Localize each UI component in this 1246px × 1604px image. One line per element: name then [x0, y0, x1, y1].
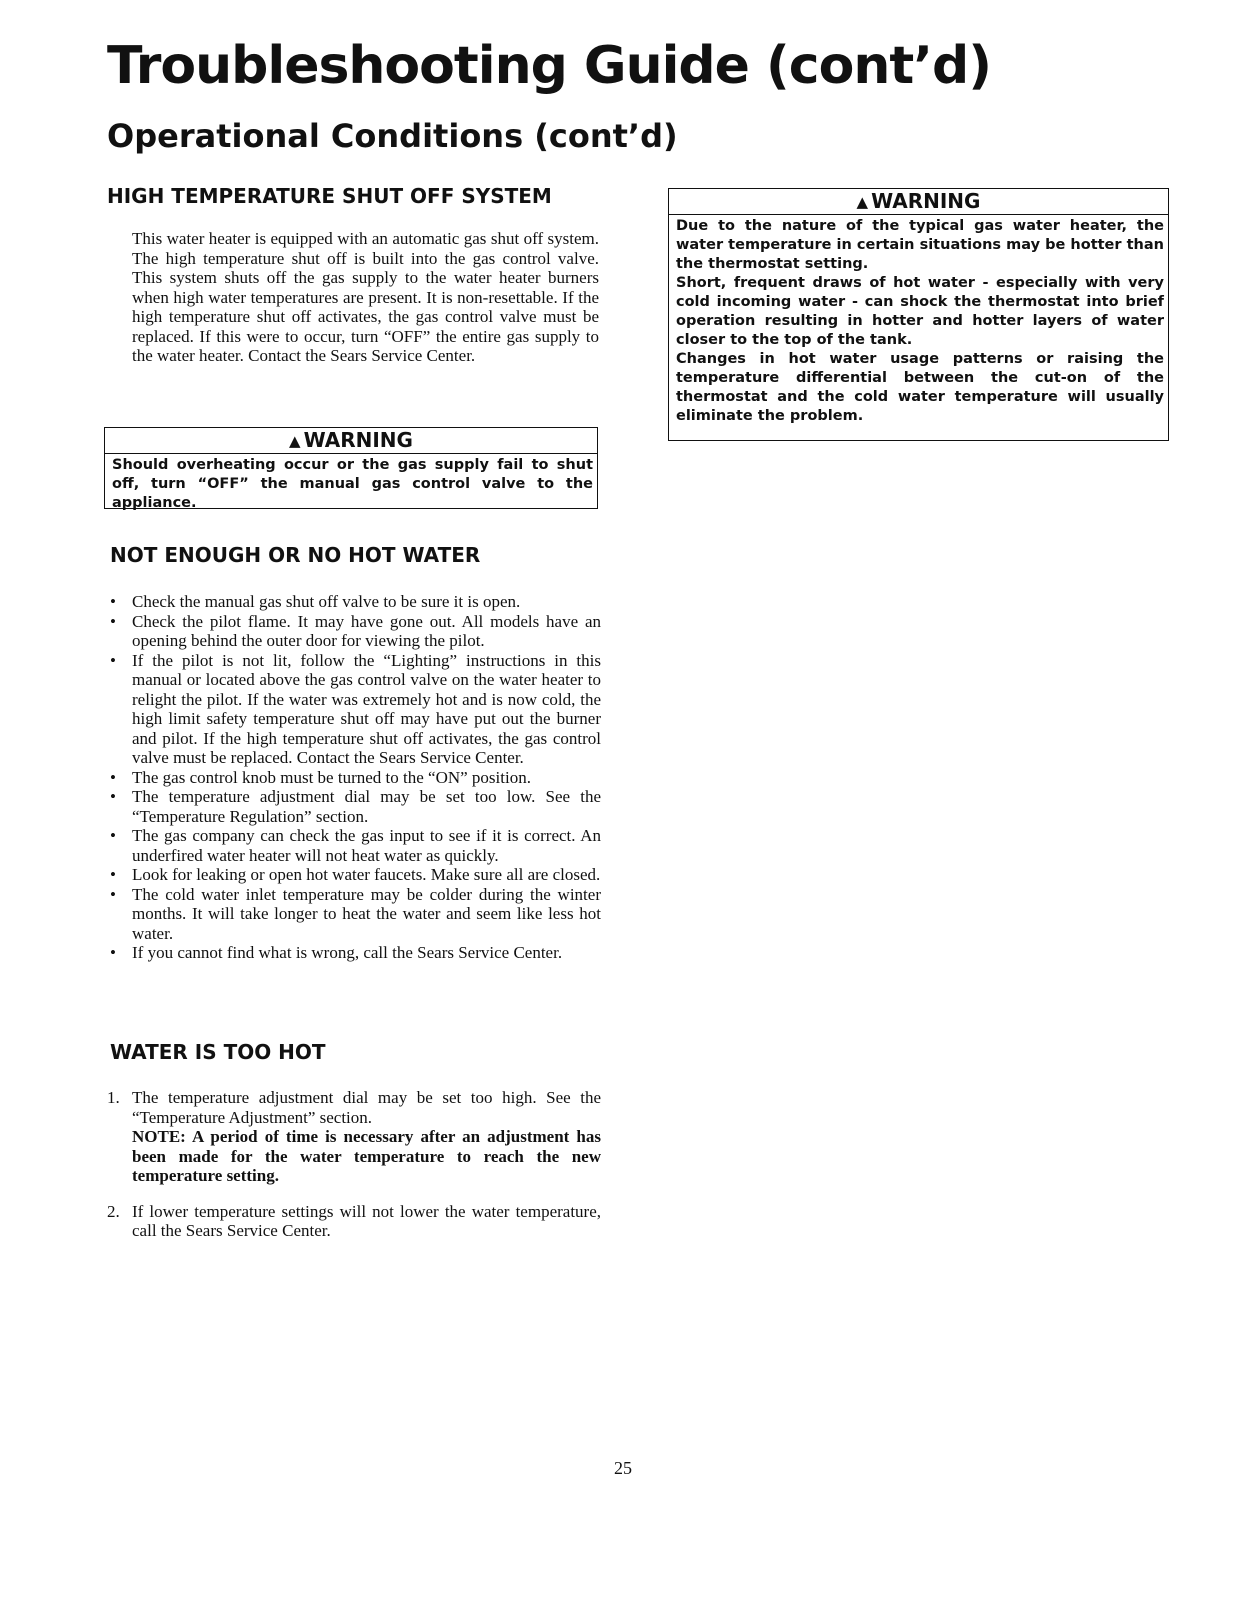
- bullet-icon: •: [110, 884, 116, 904]
- list-item: • Check the manual gas shut off valve to be sure it is open.: [110, 592, 521, 611]
- bullet-icon: •: [110, 943, 116, 962]
- high-temp-heading: HIGH TEMPERATURE SHUT OFF SYSTEM: [107, 184, 552, 208]
- bullet-icon: •: [110, 592, 116, 611]
- item-text: The temperature adjustment dial may be set too high. See the “Temperature Adjustment” section.: [132, 1088, 601, 1127]
- item-number: 1.: [107, 1088, 120, 1107]
- warning-title-left: WARNING: [303, 428, 413, 452]
- warning-title-right: WARNING: [871, 189, 981, 213]
- warning-triangle-icon: ▲: [289, 432, 301, 450]
- note-text: NOTE: A period of time is necessary after an adjustment has been made for the water temperature to reach the new temperature setting.: [132, 1127, 601, 1185]
- bullet-icon: •: [110, 611, 116, 631]
- list-item: • If the pilot is not lit, follow the “Lighting” instructions in this manual or located above the gas control valve on the water heater to relight the pilot. If the water was extremely hot and is now cold, the high limit safety temperature shut off may have put out the burner and pilot. If the high temperature shut off activates, the gas control valve must be replaced. Contact the Sears Service Center.: [110, 650, 601, 767]
- page-number: 25: [614, 1458, 632, 1478]
- warning-header-right: [669, 189, 1168, 215]
- page-title: Troubleshooting Guide (cont’d): [107, 36, 991, 96]
- too-hot-list: [107, 1088, 601, 1241]
- list-item: • If you cannot find what is wrong, call the Sears Service Center.: [110, 943, 563, 962]
- bullet-icon: •: [110, 787, 116, 806]
- list-item: • The cold water inlet temperature may be colder during the winter months. It will take longer to heat the water and seem like less hot water.: [110, 884, 601, 943]
- list-item: • The temperature adjustment dial may be set too low. See the “Temperature Regulation” section.: [110, 787, 601, 826]
- item-number: 2.: [107, 1201, 120, 1221]
- list-item: • The gas company can check the gas input to see if it is correct. An underfired water heater will not heat water as quickly.: [110, 826, 601, 865]
- warning-paragraph: Changes in hot water usage patterns or raising the temperature differential between the cut-on of the thermostat and the cold water temperature will usually eliminate the problem.: [676, 351, 1164, 424]
- item-text: If lower temperature settings will not lower the water temperature, call the Sears Service Center.: [132, 1201, 601, 1240]
- too-hot-heading: WATER IS TOO HOT: [110, 1040, 326, 1064]
- bullet-icon: •: [110, 767, 116, 787]
- warning-header-left: [105, 428, 597, 454]
- not-enough-list: [107, 592, 601, 963]
- warning-triangle-icon: ▲: [856, 193, 869, 211]
- warning-paragraph: Short, frequent draws of hot water - especially with very cold incoming water - can shock the thermostat into brief operation resulting in hotter and hotter layers of water closer to the top of the tank.: [676, 275, 1164, 348]
- page-subtitle: Operational Conditions (cont’d): [107, 117, 678, 155]
- not-enough-heading: NOT ENOUGH OR NO HOT WATER: [110, 543, 481, 567]
- warning-box-right: [668, 188, 1169, 441]
- high-temp-paragraph: This water heater is equipped with an automatic gas shut off system. The high temperature shut off is built into the gas control valve. This system shuts off the gas supply to the water heater burners when high water temperatures are present. It is non-resettable. If the high temperature shut off activates, the gas control valve must be replaced. If this were to occur, turn “OFF” the entire gas supply to the water heater. Contact the Sears Service Center.: [132, 229, 599, 365]
- list-item: • Look for leaking or open hot water faucets. Make sure all are closed.: [110, 865, 601, 884]
- bullet-icon: •: [110, 865, 116, 884]
- bullet-icon: •: [110, 826, 116, 845]
- list-item: [107, 1088, 601, 1186]
- warning-box-left: [104, 427, 598, 509]
- list-item: • Check the pilot flame. It may have gone out. All models have an opening behind the outer door for viewing the pilot.: [110, 611, 601, 650]
- warning-paragraph: Due to the nature of the typical gas water heater, the water temperature in certain situations may be hotter than the thermostat setting.: [676, 218, 1164, 272]
- list-item: • The gas control knob must be turned to the “ON” position.: [110, 767, 531, 787]
- bullet-icon: •: [110, 650, 116, 670]
- warning-text-left: Should overheating occur or the gas supply fail to shut off, turn “OFF” the manual gas control valve to the appliance.: [112, 457, 593, 511]
- list-item: [107, 1202, 601, 1241]
